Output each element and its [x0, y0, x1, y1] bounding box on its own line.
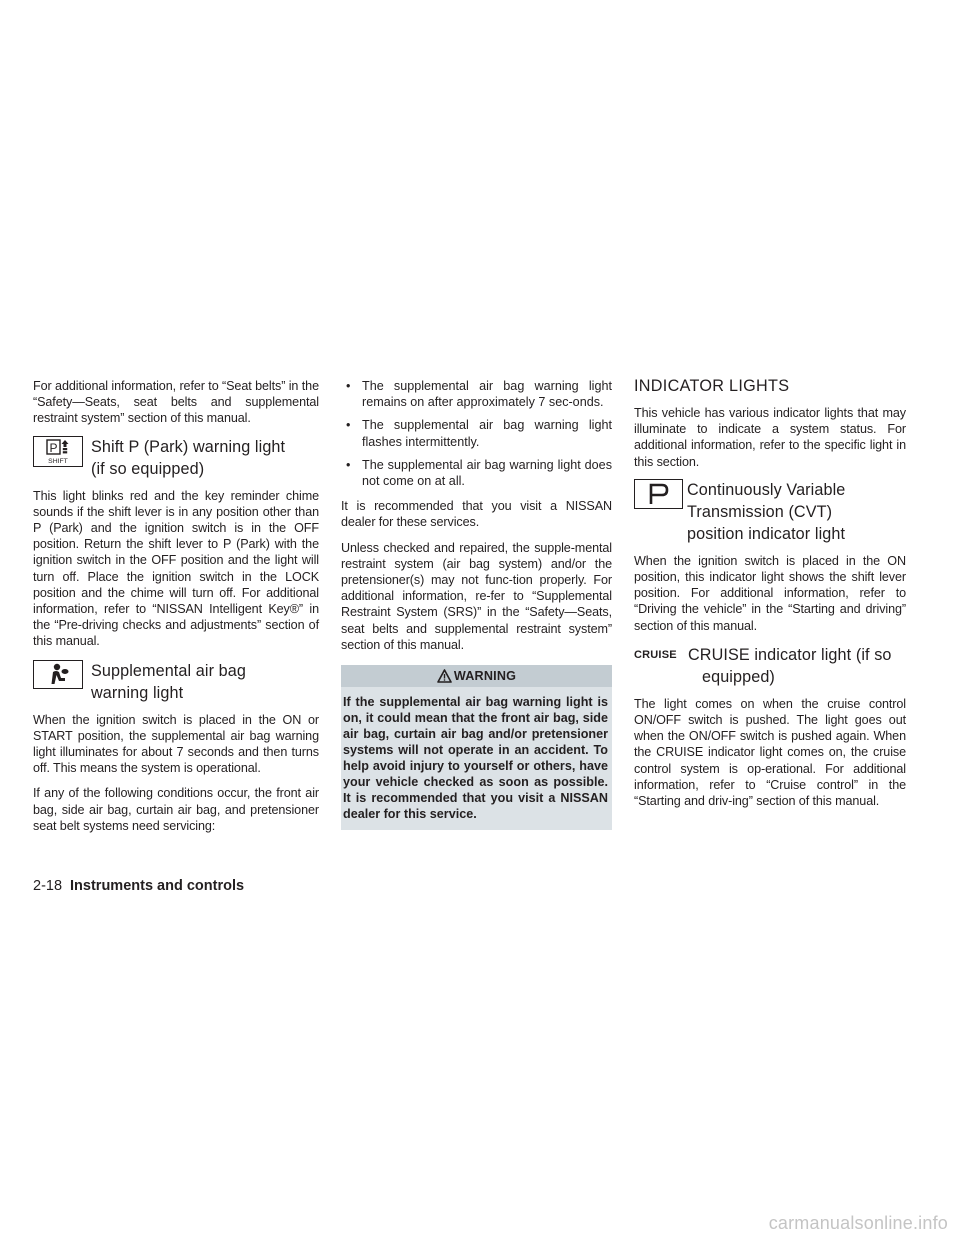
page-footer [33, 877, 244, 895]
cvt-title: Continuously Variable Transmission (CVT) position indicator light [687, 480, 846, 543]
cruise-icon-label: CRUISE [634, 648, 677, 661]
cvt-body: When the ignition switch is placed in the ON position, this indicator light shows the shift lever position. For additional information, refer to “Driving the vehicle” in the “Starting and driving” section of this manual. [634, 553, 906, 633]
cruise-title: CRUISE indicator light (if so equipped) [688, 645, 892, 686]
srs-paragraph: Unless checked and repaired, the supple-mental restraint system (air bag system) and/or the pretensioner(s) may not func-tion properly. For additional information, re-fer to “Supplemental Restraint System (SRS)” in the “Safety—Seats, seat belts and supplemental restraint system” section of this manual. [341, 540, 612, 652]
indicator-intro: This vehicle has various indicator lights that may illuminate to indicate a system status. For additional information, refer to the specific light in this section. [634, 406, 906, 469]
cvt-heading [634, 479, 906, 545]
list-item: • The supplemental air bag warning light remains on after approximately 7 sec-onds. [341, 378, 612, 410]
cruise-heading [634, 644, 906, 688]
cvt-position-icon [634, 479, 683, 509]
footer-section-title: Instruments and controls [70, 878, 245, 894]
airbag-warning-icon [33, 660, 83, 689]
middle-column [341, 378, 612, 830]
warning-text: If the supplemental air bag warning light is on, it could mean that the front air bag, side air bag, curtain air bag and/or pretensioner systems will not operate in an accident. To help avoid injury to yourself or others, have your vehicle checked as soon as possible. It is recommended that you visit a NISSAN dealer for this service. [343, 695, 608, 822]
warning-triangle-icon [437, 669, 452, 683]
svg-text:SHIFT: SHIFT [48, 457, 68, 465]
page-number: 2-18 [33, 878, 63, 894]
cruise-body: The light comes on when the cruise control ON/OFF switch is pushed. The light goes out when the ON/OFF switch is pushed again. When the CRUISE indicator light comes on, the cruise control system is op-erational. For additional information, refer to “Cruise control” in the “Starting and driv-ing” section of this manual. [634, 696, 906, 809]
list-item: • The supplemental air bag warning light flashes intermittently. [341, 417, 612, 449]
warning-label: WARNING [453, 669, 517, 684]
left-column [33, 378, 319, 843]
shift-park-title: Shift P (Park) warning light (if so equipped) [91, 437, 286, 478]
warning-header [341, 665, 612, 687]
watermark: carmanualsonline.info [768, 1213, 948, 1233]
shift-park-icon [33, 436, 83, 467]
warning-box [341, 665, 612, 830]
list-item: • The supplemental air bag warning light does not come on at all. [341, 457, 612, 489]
airbag-body-1: When the ignition switch is placed in the ON or START position, the supplemental air bag warning light illuminates for about 7 seconds and then turns off. This means the system is operational. [33, 712, 319, 776]
section-title: INDICATOR LIGHTS [634, 377, 790, 395]
dealer-paragraph: It is recommended that you visit a NISSAN dealer for these services. [341, 499, 612, 530]
airbag-body-2: If any of the following conditions occur, the front air bag, side air bag, curtain air bag, and pretensioner seat belt systems need servicing: [33, 786, 319, 833]
svg-text:P: P [49, 440, 58, 455]
airbag-conditions-list [341, 378, 612, 489]
shift-park-heading [33, 436, 319, 480]
intro-paragraph: For additional information, refer to “Seat belts” in the “Safety—Seats, seat belts and supplemental restraint system” section of this manual. [33, 379, 319, 426]
shift-park-body: This light blinks red and the key reminder chime sounds if the shift lever is in any position other than P (Park) and the ignition switch is in the OFF position. Return the shift lever to P (Park) with the ignition switch in the OFF position and the light will turn off. Place the ignition switch in the LOCK position and the chime will turn off. For additional information, refer to “NISSAN Intelligent Key®” in the “Pre-driving checks and adjustments” section of this manual. [33, 488, 319, 649]
airbag-heading [33, 660, 319, 704]
cruise-indicator-icon [634, 644, 680, 666]
airbag-title: Supplemental air bag warning light [91, 661, 246, 702]
right-column [634, 378, 906, 818]
